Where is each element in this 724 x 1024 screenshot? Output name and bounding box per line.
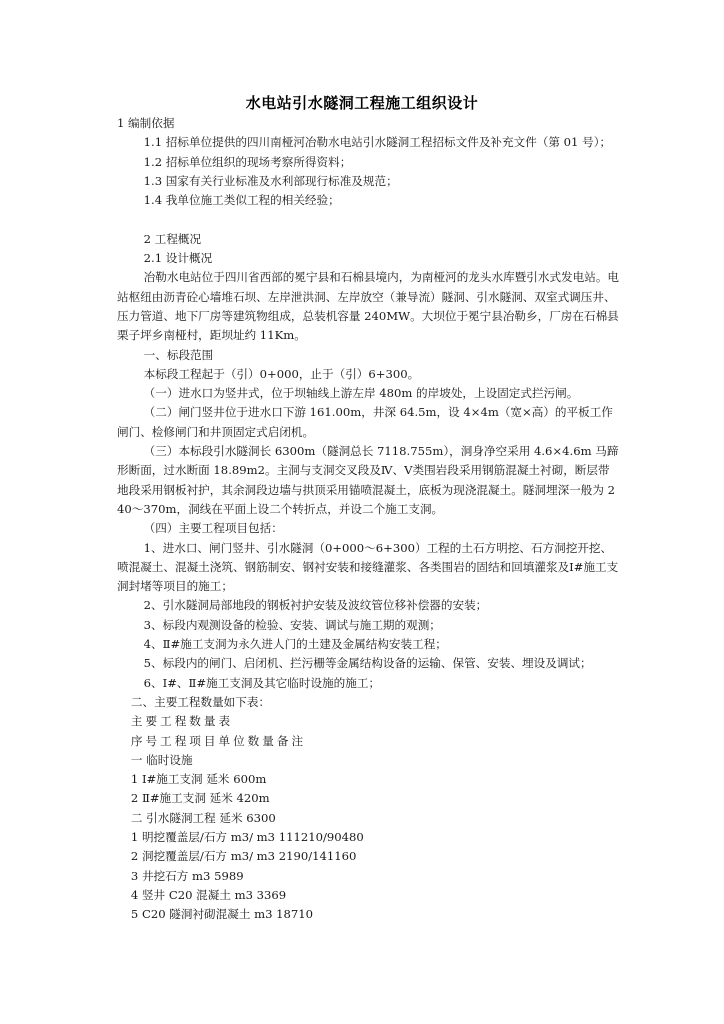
- paragraph: 冶勒水电站位于四川省西部的冕宁县和石棉县境内，为南桠河的龙头水库暨引水式发电站。电站枢纽由沥青砼心墙堆石坝、左岸泄洪洞、左岸放空（兼导流）隧洞、引水隧洞、双室式调压井、压力管道、地下厂房等建筑物组成，总装机容量 240MW。大坝位于冕宁县冶勒乡，厂房在石棉县栗子坪乡南桠村，距坝址约 11Km。: [117, 270, 620, 343]
- paragraph: 3 井挖石方 m3 5989: [130, 868, 244, 883]
- paragraph: 1.1 招标单位提供的四川南桠河冶勒水电站引水隧洞工程招标文件及补充文件（第 01 号）；: [143, 135, 612, 150]
- paragraph: （三）本标段引水隧洞长 6300m（隧洞总长 7118.755m），洞身净空采用 4.6×4.6m 马蹄形断面，过水断面 18.89m2。主洞与支洞交叉段及Ⅳ、Ⅴ类围岩段采用钢筋混凝土衬砌，断层带地段采用钢板衬护，其余洞段边墙与拱顶采用锚喷混凝土，底板为现浇混凝土。隧洞埋深一般为 240～370m，洞线在平面上设二个转折点，并设二个施工支洞。: [117, 444, 619, 516]
- paragraph: 1.2 招标单位组织的现场考察所得资料；: [143, 154, 352, 169]
- paragraph: （四）主要工程项目包括：: [143, 521, 283, 536]
- paragraph: （一）进水口为竖井式，位于坝轴线上游左岸 480m 的岸坡处，上设固定式拦污闸。: [143, 386, 579, 401]
- paragraph: 二 引水隧洞工程 延米 6300: [130, 810, 276, 825]
- paragraph: 2.1 设计概况: [143, 251, 213, 266]
- document-body: [117, 114, 621, 924]
- paragraph: 2 工程概况: [143, 231, 202, 246]
- paragraph: 6、Ⅰ#、Ⅱ#施工支洞及其它临时设施的施工；: [143, 675, 381, 690]
- paragraph: 2、引水隧洞局部地段的钢板衬护安装及波纹管位移补偿器的安装；: [143, 598, 488, 613]
- paragraph: 1、进水口、闸门竖井、引水隧洞（0+000～6+300）工程的土石方明挖、石方洞挖开挖、喷混凝土、混凝土浇筑、钢筋制安、钢衬安装和接缝灌浆、各类围岩的固结和回填灌浆及Ⅰ#施工支洞封堵等项目的施工；: [117, 540, 619, 594]
- paragraph: 3、标段内观测设备的检验、安装、调试与施工期的观测；: [143, 617, 441, 632]
- paragraph: 4 竖井 C20 混凝土 m3 3369: [130, 887, 287, 902]
- blank-line: [117, 210, 621, 229]
- paragraph: 1.3 国家有关行业标准及水利部现行标准及规范；: [143, 173, 398, 188]
- paragraph: 5、标段内的闸门、启闭机、拦污栅等金属结构设备的运输、保管、安装、埋设及调试；: [143, 656, 592, 671]
- paragraph: 2 Ⅱ#施工支洞 延米 420m: [130, 791, 270, 806]
- paragraph: 2 洞挖覆盖层/石方 m3/ m3 2190/141160: [130, 849, 357, 864]
- paragraph: 本标段工程起于（引）0+000，止于（引）6+300。: [143, 366, 420, 381]
- document-title: 水电站引水隧洞工程施工组织设计: [245, 94, 479, 112]
- paragraph: 1 明挖覆盖层/石方 m3/ m3 111210/90480: [130, 829, 364, 844]
- paragraph: 1 编制依据: [117, 116, 175, 130]
- paragraph: 序号工程项目单位数量备注: [130, 733, 307, 748]
- paragraph: 1 Ⅰ#施工支洞 延米 600m: [130, 772, 267, 787]
- paragraph: 二、主要工程数量如下表：: [130, 694, 271, 709]
- paragraph: （二）闸门竖井位于进水口下游 161.00m，井深 64.5m，设 4×4m（宽×高）的平板工作闸门、检修闸门和井顶固定式启闭机。: [117, 405, 613, 439]
- paragraph: 一、标段范围: [143, 347, 214, 362]
- paragraph: 1.4 我单位施工类似工程的相关经验；: [143, 193, 340, 208]
- paragraph: 一 临时设施: [130, 752, 193, 767]
- paragraph: 4、Ⅱ#施工支洞为永久进人门的土建及金属结构安装工程；: [143, 637, 447, 652]
- paragraph: 5 C20 隧洞衬砌混凝土 m3 18710: [130, 907, 314, 922]
- paragraph: 主要工程数量表: [130, 714, 234, 729]
